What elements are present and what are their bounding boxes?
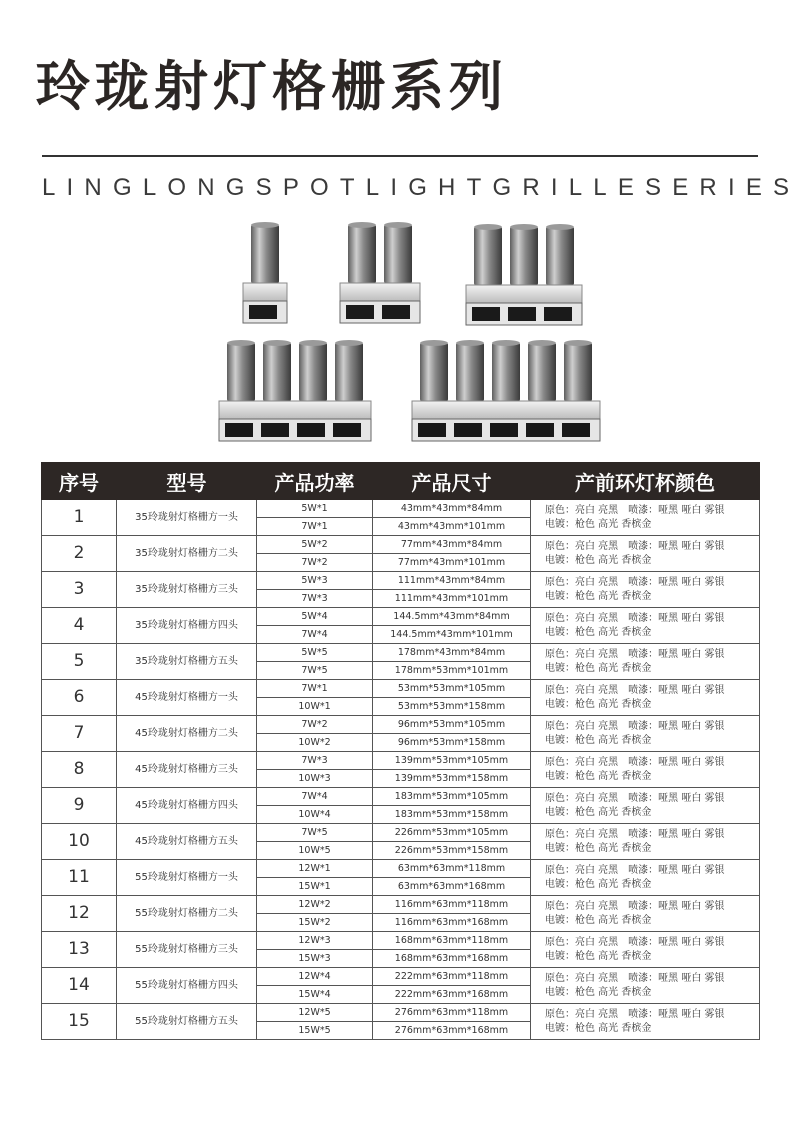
row-index: 9 (42, 788, 117, 824)
row-colors (531, 1004, 760, 1040)
row-colors (531, 824, 760, 860)
table-row (42, 716, 760, 734)
two-head-grille-lamp (340, 222, 420, 323)
color-options-line1: 原色：亮白 亮黑 喷漆：哑黑 哑白 雾银 (545, 792, 725, 804)
color-options-line2: 电镀：枪色 高光 香槟金 (545, 806, 652, 818)
three-head-grille-lamp (466, 224, 582, 325)
row-colors (531, 752, 760, 788)
table-header-row (42, 463, 760, 500)
header-index: 序号 (42, 463, 117, 500)
row-power: 7W*4 (257, 788, 373, 806)
row-size: 183mm*53mm*158mm (373, 806, 531, 824)
row-power: 15W*1 (257, 878, 373, 896)
row-model: 45玲珑射灯格栅方五头 (117, 824, 257, 860)
color-options-line1: 原色：亮白 亮黑 喷漆：哑黑 哑白 雾银 (545, 828, 725, 840)
row-colors (531, 608, 760, 644)
row-index: 1 (42, 500, 117, 536)
row-size: 226mm*53mm*158mm (373, 842, 531, 860)
row-power: 5W*1 (257, 500, 373, 518)
color-options-line1: 原色：亮白 亮黑 喷漆：哑黑 哑白 雾银 (545, 900, 725, 912)
color-options-line1: 原色：亮白 亮黑 喷漆：哑黑 哑白 雾银 (545, 756, 725, 768)
row-size: 222mm*63mm*118mm (373, 968, 531, 986)
row-colors (531, 536, 760, 572)
table-row (42, 788, 760, 806)
row-power: 12W*2 (257, 896, 373, 914)
row-power: 10W*2 (257, 734, 373, 752)
row-index: 11 (42, 860, 117, 896)
header-power: 产品功率 (257, 463, 373, 500)
row-index: 13 (42, 932, 117, 968)
row-power: 12W*5 (257, 1004, 373, 1022)
row-model: 45玲珑射灯格栅方一头 (117, 680, 257, 716)
table-row (42, 824, 760, 842)
row-power: 10W*5 (257, 842, 373, 860)
row-colors (531, 572, 760, 608)
row-power: 5W*5 (257, 644, 373, 662)
row-power: 7W*2 (257, 554, 373, 572)
row-power: 7W*3 (257, 752, 373, 770)
row-size: 111mm*43mm*101mm (373, 590, 531, 608)
row-size: 276mm*63mm*118mm (373, 1004, 531, 1022)
one-head-grille-lamp (243, 222, 287, 323)
table-row (42, 860, 760, 878)
row-size: 111mm*43mm*84mm (373, 572, 531, 590)
row-model: 55玲珑射灯格栅方四头 (117, 968, 257, 1004)
header-model: 型号 (117, 463, 257, 500)
color-options-line1: 原色：亮白 亮黑 喷漆：哑黑 哑白 雾银 (545, 864, 725, 876)
row-model: 35玲珑射灯格栅方四头 (117, 608, 257, 644)
row-power: 15W*5 (257, 1022, 373, 1040)
row-index: 5 (42, 644, 117, 680)
row-power: 7W*5 (257, 662, 373, 680)
color-options-line2: 电镀：枪色 高光 香槟金 (545, 842, 652, 854)
table-row (42, 572, 760, 590)
row-colors (531, 788, 760, 824)
row-index: 7 (42, 716, 117, 752)
page-title: 玲珑射灯格栅系列 (36, 55, 508, 118)
row-size: 276mm*63mm*168mm (373, 1022, 531, 1040)
row-size: 168mm*63mm*168mm (373, 950, 531, 968)
table-row (42, 500, 760, 518)
color-options-line1: 原色：亮白 亮黑 喷漆：哑黑 哑白 雾银 (545, 576, 725, 588)
row-colors (531, 644, 760, 680)
row-size: 77mm*43mm*101mm (373, 554, 531, 572)
five-head-grille-lamp (412, 340, 600, 441)
row-model: 35玲珑射灯格栅方一头 (117, 500, 257, 536)
row-power: 7W*5 (257, 824, 373, 842)
row-colors (531, 896, 760, 932)
color-options-line1: 原色：亮白 亮黑 喷漆：哑黑 哑白 雾银 (545, 648, 725, 660)
row-model: 35玲珑射灯格栅方二头 (117, 536, 257, 572)
row-size: 139mm*53mm*158mm (373, 770, 531, 788)
row-size: 168mm*63mm*118mm (373, 932, 531, 950)
row-index: 12 (42, 896, 117, 932)
color-options-line2: 电镀：枪色 高光 香槟金 (545, 878, 652, 890)
row-colors (531, 860, 760, 896)
table-row (42, 968, 760, 986)
row-size: 43mm*43mm*101mm (373, 518, 531, 536)
spec-table (41, 462, 760, 1040)
color-options-line2: 电镀：枪色 高光 香槟金 (545, 734, 652, 746)
row-power: 7W*2 (257, 716, 373, 734)
row-power: 7W*4 (257, 626, 373, 644)
row-size: 63mm*63mm*118mm (373, 860, 531, 878)
color-options-line2: 电镀：枪色 高光 香槟金 (545, 698, 652, 710)
table-row (42, 680, 760, 698)
row-index: 4 (42, 608, 117, 644)
row-model: 35玲珑射灯格栅方五头 (117, 644, 257, 680)
color-options-line2: 电镀：枪色 高光 香槟金 (545, 590, 652, 602)
row-power: 5W*3 (257, 572, 373, 590)
color-options-line2: 电镀：枪色 高光 香槟金 (545, 914, 652, 926)
row-power: 12W*3 (257, 932, 373, 950)
table-row (42, 896, 760, 914)
color-options-line1: 原色：亮白 亮黑 喷漆：哑黑 哑白 雾银 (545, 720, 725, 732)
color-options-line2: 电镀：枪色 高光 香槟金 (545, 950, 652, 962)
row-size: 116mm*63mm*118mm (373, 896, 531, 914)
row-size: 226mm*53mm*105mm (373, 824, 531, 842)
row-power: 10W*3 (257, 770, 373, 788)
header-color: 产前环灯杯颜色 (531, 463, 760, 500)
color-options-line2: 电镀：枪色 高光 香槟金 (545, 518, 652, 530)
row-model: 55玲珑射灯格栅方一头 (117, 860, 257, 896)
row-model: 55玲珑射灯格栅方二头 (117, 896, 257, 932)
header-size: 产品尺寸 (373, 463, 531, 500)
page-subtitle: LINGLONGSPOTLIGHTGRILLESERIES (42, 174, 800, 201)
row-power: 12W*4 (257, 968, 373, 986)
row-model: 35玲珑射灯格栅方三头 (117, 572, 257, 608)
row-power: 7W*3 (257, 590, 373, 608)
table-row (42, 932, 760, 950)
table-row (42, 1004, 760, 1022)
row-model: 45玲珑射灯格栅方二头 (117, 716, 257, 752)
row-size: 178mm*43mm*84mm (373, 644, 531, 662)
row-colors (531, 680, 760, 716)
color-options-line1: 原色：亮白 亮黑 喷漆：哑黑 哑白 雾银 (545, 684, 725, 696)
row-size: 144.5mm*43mm*101mm (373, 626, 531, 644)
color-options-line2: 电镀：枪色 高光 香槟金 (545, 626, 652, 638)
color-options-line1: 原色：亮白 亮黑 喷漆：哑黑 哑白 雾银 (545, 540, 725, 552)
row-colors (531, 716, 760, 752)
row-power: 7W*1 (257, 680, 373, 698)
row-size: 96mm*53mm*105mm (373, 716, 531, 734)
color-options-line2: 电镀：枪色 高光 香槟金 (545, 1022, 652, 1034)
row-power: 15W*3 (257, 950, 373, 968)
table-row (42, 536, 760, 554)
products-illustration (0, 215, 800, 445)
table-row (42, 644, 760, 662)
color-options-line1: 原色：亮白 亮黑 喷漆：哑黑 哑白 雾银 (545, 972, 725, 984)
row-power: 10W*4 (257, 806, 373, 824)
row-index: 14 (42, 968, 117, 1004)
row-colors (531, 932, 760, 968)
row-size: 116mm*63mm*168mm (373, 914, 531, 932)
row-index: 15 (42, 1004, 117, 1040)
color-options-line2: 电镀：枪色 高光 香槟金 (545, 554, 652, 566)
row-power: 12W*1 (257, 860, 373, 878)
color-options-line2: 电镀：枪色 高光 香槟金 (545, 662, 652, 674)
row-power: 15W*2 (257, 914, 373, 932)
table-row (42, 752, 760, 770)
row-power: 5W*4 (257, 608, 373, 626)
four-head-grille-lamp (219, 340, 371, 441)
row-index: 2 (42, 536, 117, 572)
row-size: 144.5mm*43mm*84mm (373, 608, 531, 626)
color-options-line1: 原色：亮白 亮黑 喷漆：哑黑 哑白 雾银 (545, 504, 725, 516)
row-size: 63mm*63mm*168mm (373, 878, 531, 896)
color-options-line2: 电镀：枪色 高光 香槟金 (545, 986, 652, 998)
title-divider (42, 155, 758, 157)
table-row (42, 608, 760, 626)
row-power: 5W*2 (257, 536, 373, 554)
color-options-line1: 原色：亮白 亮黑 喷漆：哑黑 哑白 雾银 (545, 1008, 725, 1020)
row-model: 45玲珑射灯格栅方三头 (117, 752, 257, 788)
color-options-line1: 原色：亮白 亮黑 喷漆：哑黑 哑白 雾银 (545, 936, 725, 948)
row-model: 45玲珑射灯格栅方四头 (117, 788, 257, 824)
color-options-line1: 原色：亮白 亮黑 喷漆：哑黑 哑白 雾银 (545, 612, 725, 624)
row-index: 8 (42, 752, 117, 788)
row-size: 183mm*53mm*105mm (373, 788, 531, 806)
row-model: 55玲珑射灯格栅方三头 (117, 932, 257, 968)
row-index: 6 (42, 680, 117, 716)
row-size: 53mm*53mm*105mm (373, 680, 531, 698)
row-power: 7W*1 (257, 518, 373, 536)
row-size: 96mm*53mm*158mm (373, 734, 531, 752)
row-power: 15W*4 (257, 986, 373, 1004)
color-options-line2: 电镀：枪色 高光 香槟金 (545, 770, 652, 782)
row-power: 10W*1 (257, 698, 373, 716)
row-size: 77mm*43mm*84mm (373, 536, 531, 554)
row-size: 178mm*53mm*101mm (373, 662, 531, 680)
row-size: 222mm*63mm*168mm (373, 986, 531, 1004)
row-model: 55玲珑射灯格栅方五头 (117, 1004, 257, 1040)
row-size: 53mm*53mm*158mm (373, 698, 531, 716)
row-index: 10 (42, 824, 117, 860)
row-colors (531, 968, 760, 1004)
row-size: 139mm*53mm*105mm (373, 752, 531, 770)
row-index: 3 (42, 572, 117, 608)
row-size: 43mm*43mm*84mm (373, 500, 531, 518)
row-colors (531, 500, 760, 536)
